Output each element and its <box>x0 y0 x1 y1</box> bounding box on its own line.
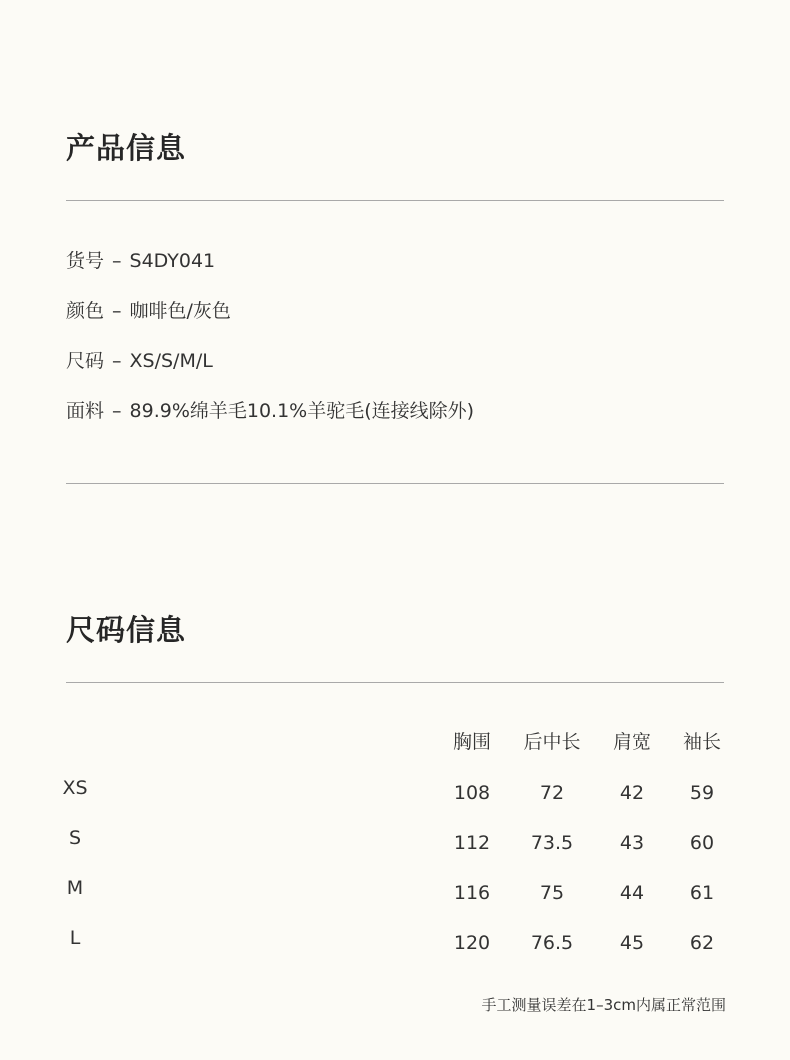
cell-l-back-length: 76.5 <box>530 932 574 954</box>
info-value: 咖啡色/灰色 <box>129 300 231 322</box>
info-label: 尺码 <box>66 350 105 372</box>
size-label-s: S <box>68 827 82 849</box>
info-label: 面料 <box>66 400 105 422</box>
info-row-size <box>66 352 213 371</box>
column-header-back-length: 后中长 <box>523 731 581 753</box>
info-separator: – <box>112 350 122 372</box>
info-row-sku <box>66 252 215 271</box>
info-separator: – <box>112 250 122 272</box>
column-header-sleeve: 袖长 <box>682 731 721 753</box>
cell-xs-back-length: 72 <box>539 782 565 804</box>
cell-m-sleeve: 61 <box>689 882 715 904</box>
cell-s-back-length: 73.5 <box>530 832 574 854</box>
info-label: 颜色 <box>66 300 105 322</box>
cell-l-shoulder: 45 <box>619 932 645 954</box>
cell-s-sleeve: 60 <box>689 832 715 854</box>
product-info-bottom-divider <box>66 483 724 484</box>
info-value: XS/S/M/L <box>129 350 213 372</box>
info-label: 货号 <box>66 250 105 272</box>
size-info-divider <box>66 682 724 683</box>
cell-xs-sleeve: 59 <box>689 782 715 804</box>
product-info-title: 产品信息 <box>66 131 187 165</box>
cell-l-sleeve: 62 <box>689 932 715 954</box>
info-separator: – <box>112 400 122 422</box>
column-header-shoulder: 肩宽 <box>612 731 651 753</box>
cell-xs-shoulder: 42 <box>619 782 645 804</box>
info-separator: – <box>112 300 122 322</box>
info-row-fabric <box>66 402 474 421</box>
cell-m-back-length: 75 <box>539 882 565 904</box>
column-header-chest: 胸围 <box>452 731 491 753</box>
size-info-title: 尺码信息 <box>66 613 187 647</box>
size-label-xs: XS <box>62 777 88 799</box>
size-label-m: M <box>66 877 84 899</box>
info-value: S4DY041 <box>129 250 216 272</box>
cell-m-chest: 116 <box>453 882 491 904</box>
cell-s-shoulder: 43 <box>619 832 645 854</box>
product-info-top-divider <box>66 200 724 201</box>
info-value: 89.9%绵羊毛10.1%羊驼毛(连接线除外) <box>129 400 475 422</box>
cell-xs-chest: 108 <box>453 782 491 804</box>
info-row-color <box>66 302 231 321</box>
cell-m-shoulder: 44 <box>619 882 645 904</box>
cell-s-chest: 112 <box>453 832 491 854</box>
size-label-l: L <box>69 927 81 949</box>
cell-l-chest: 120 <box>453 932 491 954</box>
measurement-note: 手工测量误差在1–3cm内属正常范围 <box>481 996 726 1014</box>
